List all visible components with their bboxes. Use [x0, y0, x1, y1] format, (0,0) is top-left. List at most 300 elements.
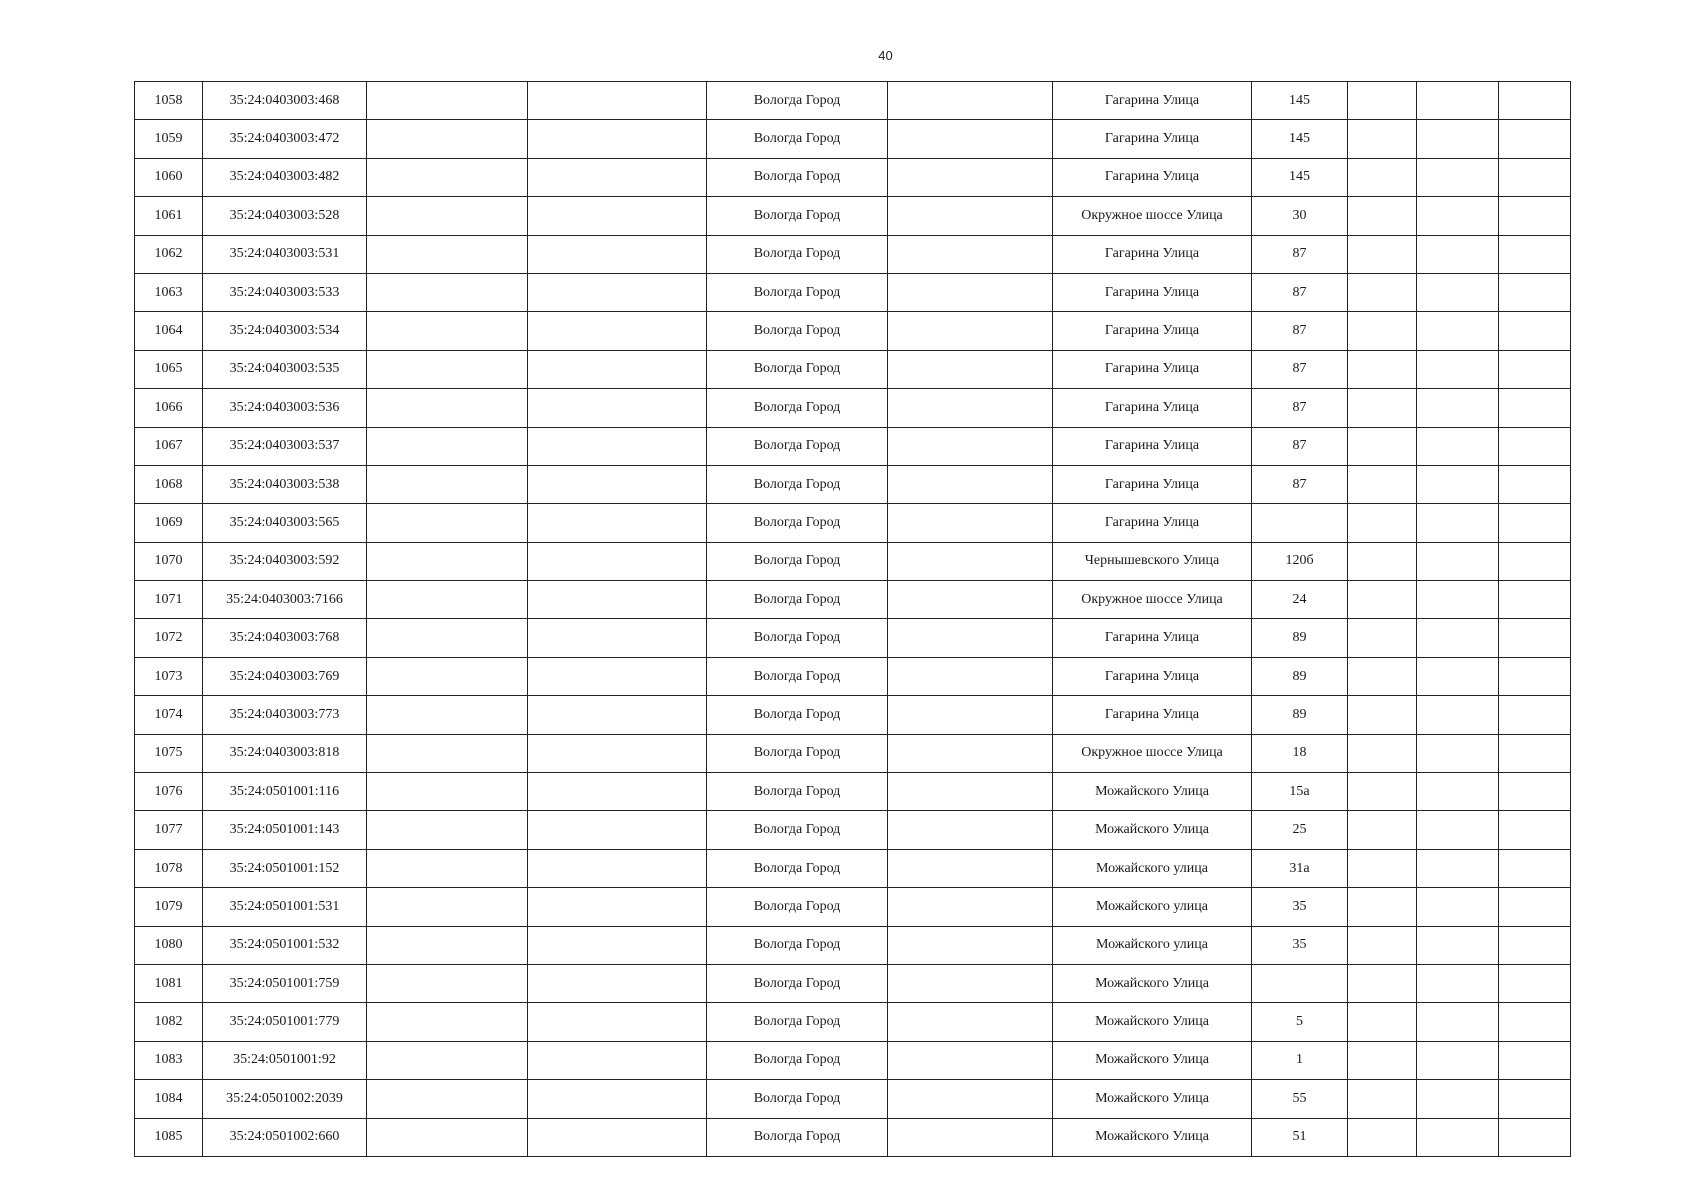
house-number-cell: 51	[1252, 1118, 1348, 1156]
house-number-cell: 24	[1252, 581, 1348, 619]
empty-cell	[888, 235, 1053, 273]
cadastral-number-cell: 35:24:0403003:534	[203, 312, 367, 350]
cadastral-number-cell: 35:24:0403003:535	[203, 350, 367, 388]
empty-cell	[367, 1080, 528, 1118]
city-cell: Вологда Город	[707, 542, 888, 580]
empty-cell	[1417, 926, 1499, 964]
empty-cell	[888, 158, 1053, 196]
empty-cell	[1499, 849, 1571, 887]
row-number-cell: 1076	[135, 773, 203, 811]
house-number-cell: 5	[1252, 1003, 1348, 1041]
row-number-cell: 1072	[135, 619, 203, 657]
empty-cell	[528, 657, 707, 695]
house-number-cell: 145	[1252, 158, 1348, 196]
empty-cell	[528, 926, 707, 964]
house-number-cell: 35	[1252, 926, 1348, 964]
empty-cell	[367, 350, 528, 388]
street-cell: Окружное шоссе Улица	[1053, 581, 1252, 619]
empty-cell	[888, 1003, 1053, 1041]
empty-cell	[1348, 581, 1417, 619]
empty-cell	[888, 619, 1053, 657]
empty-cell	[888, 82, 1053, 120]
table-row	[135, 542, 1571, 580]
empty-cell	[528, 197, 707, 235]
street-cell: Окружное шоссе Улица	[1053, 197, 1252, 235]
table-row	[135, 773, 1571, 811]
street-cell: Гагарина Улица	[1053, 657, 1252, 695]
city-cell: Вологда Город	[707, 389, 888, 427]
empty-cell	[367, 542, 528, 580]
empty-cell	[1417, 811, 1499, 849]
cadastral-number-cell: 35:24:0403003:565	[203, 504, 367, 542]
table-row	[135, 158, 1571, 196]
row-number-cell: 1065	[135, 350, 203, 388]
house-number-cell: 89	[1252, 696, 1348, 734]
empty-cell	[888, 427, 1053, 465]
table-row	[135, 734, 1571, 772]
cadastral-number-cell: 35:24:0403003:482	[203, 158, 367, 196]
house-number-cell: 145	[1252, 120, 1348, 158]
empty-cell	[1499, 811, 1571, 849]
empty-cell	[367, 926, 528, 964]
empty-cell	[888, 389, 1053, 427]
street-cell: Можайского Улица	[1053, 773, 1252, 811]
table-row	[135, 273, 1571, 311]
empty-cell	[888, 926, 1053, 964]
empty-cell	[367, 696, 528, 734]
empty-cell	[528, 1041, 707, 1079]
cadastral-number-cell: 35:24:0403003:773	[203, 696, 367, 734]
city-cell: Вологда Город	[707, 120, 888, 158]
empty-cell	[1348, 120, 1417, 158]
empty-cell	[528, 465, 707, 503]
street-cell: Можайского Улица	[1053, 1118, 1252, 1156]
table-row	[135, 964, 1571, 1002]
table-row	[135, 504, 1571, 542]
house-number-cell: 87	[1252, 427, 1348, 465]
empty-cell	[1417, 197, 1499, 235]
empty-cell	[1499, 120, 1571, 158]
street-cell: Можайского Улица	[1053, 1080, 1252, 1118]
street-cell: Можайского Улица	[1053, 1003, 1252, 1041]
empty-cell	[1417, 1003, 1499, 1041]
empty-cell	[1499, 581, 1571, 619]
empty-cell	[367, 273, 528, 311]
empty-cell	[367, 158, 528, 196]
empty-cell	[1417, 465, 1499, 503]
cadastral-number-cell: 35:24:0501001:152	[203, 849, 367, 887]
empty-cell	[1499, 1041, 1571, 1079]
house-number-cell: 87	[1252, 389, 1348, 427]
row-number-cell: 1070	[135, 542, 203, 580]
street-cell: Можайского улица	[1053, 888, 1252, 926]
empty-cell	[888, 273, 1053, 311]
row-number-cell: 1063	[135, 273, 203, 311]
street-cell: Гагарина Улица	[1053, 158, 1252, 196]
cadastral-number-cell: 35:24:0403003:536	[203, 389, 367, 427]
row-number-cell: 1081	[135, 964, 203, 1002]
empty-cell	[1417, 1080, 1499, 1118]
city-cell: Вологда Город	[707, 734, 888, 772]
empty-cell	[1417, 312, 1499, 350]
empty-cell	[367, 1118, 528, 1156]
empty-cell	[888, 696, 1053, 734]
table-row	[135, 235, 1571, 273]
empty-cell	[367, 312, 528, 350]
city-cell: Вологда Город	[707, 273, 888, 311]
empty-cell	[528, 427, 707, 465]
house-number-cell: 30	[1252, 197, 1348, 235]
empty-cell	[367, 581, 528, 619]
empty-cell	[1417, 389, 1499, 427]
row-number-cell: 1073	[135, 657, 203, 695]
empty-cell	[888, 1080, 1053, 1118]
empty-cell	[888, 312, 1053, 350]
row-number-cell: 1067	[135, 427, 203, 465]
row-number-cell: 1074	[135, 696, 203, 734]
empty-cell	[1417, 619, 1499, 657]
empty-cell	[528, 120, 707, 158]
empty-cell	[1348, 1003, 1417, 1041]
row-number-cell: 1080	[135, 926, 203, 964]
empty-cell	[1499, 926, 1571, 964]
city-cell: Вологда Город	[707, 888, 888, 926]
cadastral-number-cell: 35:24:0403003:472	[203, 120, 367, 158]
empty-cell	[1417, 350, 1499, 388]
city-cell: Вологда Город	[707, 1118, 888, 1156]
empty-cell	[367, 619, 528, 657]
registry-body	[135, 82, 1571, 1157]
table-row	[135, 811, 1571, 849]
empty-cell	[888, 657, 1053, 695]
empty-cell	[367, 465, 528, 503]
empty-cell	[1417, 504, 1499, 542]
empty-cell	[888, 1118, 1053, 1156]
city-cell: Вологда Город	[707, 657, 888, 695]
table-row	[135, 389, 1571, 427]
city-cell: Вологда Город	[707, 312, 888, 350]
house-number-cell: 35	[1252, 888, 1348, 926]
empty-cell	[528, 312, 707, 350]
empty-cell	[528, 1003, 707, 1041]
house-number-cell: 87	[1252, 465, 1348, 503]
table-row	[135, 619, 1571, 657]
empty-cell	[528, 389, 707, 427]
empty-cell	[888, 1041, 1053, 1079]
empty-cell	[1499, 273, 1571, 311]
empty-cell	[1499, 734, 1571, 772]
cadastral-number-cell: 35:24:0403003:533	[203, 273, 367, 311]
empty-cell	[1499, 619, 1571, 657]
table-row	[135, 312, 1571, 350]
cadastral-number-cell: 35:24:0403003:7166	[203, 581, 367, 619]
empty-cell	[1499, 1118, 1571, 1156]
empty-cell	[1417, 427, 1499, 465]
table-row	[135, 657, 1571, 695]
cadastral-number-cell: 35:24:0403003:468	[203, 82, 367, 120]
empty-cell	[528, 1118, 707, 1156]
table-row	[135, 427, 1571, 465]
empty-cell	[1417, 773, 1499, 811]
table-row	[135, 1041, 1571, 1079]
empty-cell	[1499, 504, 1571, 542]
empty-cell	[1499, 542, 1571, 580]
house-number-cell: 15а	[1252, 773, 1348, 811]
city-cell: Вологда Город	[707, 350, 888, 388]
empty-cell	[367, 657, 528, 695]
cadastral-number-cell: 35:24:0403003:531	[203, 235, 367, 273]
cadastral-number-cell: 35:24:0403003:818	[203, 734, 367, 772]
row-number-cell: 1082	[135, 1003, 203, 1041]
empty-cell	[888, 504, 1053, 542]
empty-cell	[1417, 581, 1499, 619]
empty-cell	[1348, 273, 1417, 311]
street-cell: Гагарина Улица	[1053, 465, 1252, 503]
city-cell: Вологда Город	[707, 1080, 888, 1118]
empty-cell	[367, 849, 528, 887]
street-cell: Можайского улица	[1053, 926, 1252, 964]
cadastral-number-cell: 35:24:0501001:779	[203, 1003, 367, 1041]
empty-cell	[528, 888, 707, 926]
property-registry-table	[134, 81, 1571, 1157]
empty-cell	[1499, 888, 1571, 926]
street-cell: Гагарина Улица	[1053, 619, 1252, 657]
table-row	[135, 350, 1571, 388]
empty-cell	[1499, 1080, 1571, 1118]
empty-cell	[1348, 427, 1417, 465]
city-cell: Вологда Город	[707, 197, 888, 235]
empty-cell	[888, 773, 1053, 811]
city-cell: Вологда Город	[707, 964, 888, 1002]
empty-cell	[367, 235, 528, 273]
table-row	[135, 888, 1571, 926]
empty-cell	[528, 273, 707, 311]
cadastral-number-cell: 35:24:0501001:532	[203, 926, 367, 964]
empty-cell	[1499, 465, 1571, 503]
empty-cell	[888, 120, 1053, 158]
empty-cell	[1348, 197, 1417, 235]
empty-cell	[1348, 465, 1417, 503]
table-row	[135, 120, 1571, 158]
empty-cell	[1417, 235, 1499, 273]
empty-cell	[1499, 158, 1571, 196]
city-cell: Вологда Город	[707, 849, 888, 887]
empty-cell	[1417, 158, 1499, 196]
page-number: 40	[878, 48, 893, 63]
empty-cell	[1499, 696, 1571, 734]
empty-cell	[1417, 1041, 1499, 1079]
city-cell: Вологда Город	[707, 1003, 888, 1041]
city-cell: Вологда Город	[707, 811, 888, 849]
row-number-cell: 1069	[135, 504, 203, 542]
house-number-cell: 87	[1252, 312, 1348, 350]
empty-cell	[528, 964, 707, 1002]
empty-cell	[1499, 312, 1571, 350]
empty-cell	[528, 542, 707, 580]
empty-cell	[1348, 389, 1417, 427]
empty-cell	[888, 465, 1053, 503]
empty-cell	[1499, 657, 1571, 695]
empty-cell	[888, 811, 1053, 849]
empty-cell	[1348, 1118, 1417, 1156]
empty-cell	[528, 849, 707, 887]
city-cell: Вологда Город	[707, 926, 888, 964]
empty-cell	[1348, 888, 1417, 926]
cadastral-number-cell: 35:24:0501001:759	[203, 964, 367, 1002]
empty-cell	[888, 350, 1053, 388]
empty-cell	[1348, 1041, 1417, 1079]
table-row	[135, 696, 1571, 734]
empty-cell	[1348, 504, 1417, 542]
house-number-cell	[1252, 504, 1348, 542]
street-cell: Гагарина Улица	[1053, 120, 1252, 158]
empty-cell	[1348, 1080, 1417, 1118]
cadastral-number-cell: 35:24:0501001:92	[203, 1041, 367, 1079]
empty-cell	[528, 773, 707, 811]
empty-cell	[367, 504, 528, 542]
street-cell: Гагарина Улица	[1053, 235, 1252, 273]
empty-cell	[1348, 926, 1417, 964]
empty-cell	[1499, 1003, 1571, 1041]
street-cell: Гагарина Улица	[1053, 504, 1252, 542]
table-row	[135, 926, 1571, 964]
street-cell: Можайского Улица	[1053, 964, 1252, 1002]
row-number-cell: 1062	[135, 235, 203, 273]
row-number-cell: 1084	[135, 1080, 203, 1118]
empty-cell	[1417, 120, 1499, 158]
empty-cell	[1417, 82, 1499, 120]
empty-cell	[528, 619, 707, 657]
house-number-cell: 1	[1252, 1041, 1348, 1079]
table-row	[135, 82, 1571, 120]
city-cell: Вологда Город	[707, 773, 888, 811]
empty-cell	[367, 1003, 528, 1041]
empty-cell	[528, 1080, 707, 1118]
house-number-cell: 87	[1252, 350, 1348, 388]
empty-cell	[1417, 964, 1499, 1002]
cadastral-number-cell: 35:24:0403003:768	[203, 619, 367, 657]
empty-cell	[888, 888, 1053, 926]
empty-cell	[1417, 657, 1499, 695]
empty-cell	[367, 120, 528, 158]
house-number-cell: 145	[1252, 82, 1348, 120]
empty-cell	[528, 811, 707, 849]
empty-cell	[528, 696, 707, 734]
empty-cell	[1348, 657, 1417, 695]
empty-cell	[1499, 82, 1571, 120]
empty-cell	[367, 888, 528, 926]
cadastral-number-cell: 35:24:0403003:528	[203, 197, 367, 235]
table-row	[135, 1080, 1571, 1118]
cadastral-number-cell: 35:24:0403003:538	[203, 465, 367, 503]
row-number-cell: 1061	[135, 197, 203, 235]
empty-cell	[1348, 811, 1417, 849]
house-number-cell: 25	[1252, 811, 1348, 849]
empty-cell	[1348, 964, 1417, 1002]
empty-cell	[528, 350, 707, 388]
city-cell: Вологда Город	[707, 619, 888, 657]
empty-cell	[1348, 734, 1417, 772]
cadastral-number-cell: 35:24:0501001:116	[203, 773, 367, 811]
cadastral-number-cell: 35:24:0403003:592	[203, 542, 367, 580]
empty-cell	[367, 389, 528, 427]
street-cell: Гагарина Улица	[1053, 273, 1252, 311]
cadastral-number-cell: 35:24:0501002:660	[203, 1118, 367, 1156]
row-number-cell: 1085	[135, 1118, 203, 1156]
row-number-cell: 1071	[135, 581, 203, 619]
empty-cell	[367, 197, 528, 235]
empty-cell	[367, 734, 528, 772]
table-row	[135, 1003, 1571, 1041]
empty-cell	[888, 849, 1053, 887]
empty-cell	[1417, 696, 1499, 734]
city-cell: Вологда Город	[707, 696, 888, 734]
empty-cell	[1348, 235, 1417, 273]
street-cell: Гагарина Улица	[1053, 389, 1252, 427]
row-number-cell: 1059	[135, 120, 203, 158]
city-cell: Вологда Город	[707, 427, 888, 465]
empty-cell	[528, 504, 707, 542]
empty-cell	[888, 734, 1053, 772]
empty-cell	[888, 542, 1053, 580]
table-row	[135, 849, 1571, 887]
table-row	[135, 581, 1571, 619]
row-number-cell: 1068	[135, 465, 203, 503]
cadastral-number-cell: 35:24:0501001:531	[203, 888, 367, 926]
empty-cell	[1348, 312, 1417, 350]
empty-cell	[888, 197, 1053, 235]
house-number-cell: 120б	[1252, 542, 1348, 580]
cadastral-number-cell: 35:24:0403003:537	[203, 427, 367, 465]
empty-cell	[528, 581, 707, 619]
empty-cell	[1417, 734, 1499, 772]
table-row	[135, 465, 1571, 503]
row-number-cell: 1060	[135, 158, 203, 196]
empty-cell	[1417, 1118, 1499, 1156]
city-cell: Вологда Город	[707, 235, 888, 273]
street-cell: Можайского Улица	[1053, 1041, 1252, 1079]
empty-cell	[367, 773, 528, 811]
row-number-cell: 1078	[135, 849, 203, 887]
street-cell: Чернышевского Улица	[1053, 542, 1252, 580]
empty-cell	[367, 811, 528, 849]
empty-cell	[528, 82, 707, 120]
empty-cell	[1348, 619, 1417, 657]
city-cell: Вологда Город	[707, 581, 888, 619]
house-number-cell: 18	[1252, 734, 1348, 772]
house-number-cell: 31а	[1252, 849, 1348, 887]
empty-cell	[1499, 235, 1571, 273]
house-number-cell: 87	[1252, 235, 1348, 273]
table-row	[135, 1118, 1571, 1156]
empty-cell	[1348, 773, 1417, 811]
empty-cell	[1499, 389, 1571, 427]
empty-cell	[1348, 158, 1417, 196]
row-number-cell: 1079	[135, 888, 203, 926]
empty-cell	[367, 1041, 528, 1079]
city-cell: Вологда Город	[707, 1041, 888, 1079]
street-cell: Гагарина Улица	[1053, 82, 1252, 120]
street-cell: Гагарина Улица	[1053, 350, 1252, 388]
empty-cell	[1348, 350, 1417, 388]
house-number-cell: 89	[1252, 619, 1348, 657]
house-number-cell	[1252, 964, 1348, 1002]
city-cell: Вологда Город	[707, 158, 888, 196]
empty-cell	[1417, 542, 1499, 580]
house-number-cell: 87	[1252, 273, 1348, 311]
empty-cell	[528, 734, 707, 772]
row-number-cell: 1058	[135, 82, 203, 120]
